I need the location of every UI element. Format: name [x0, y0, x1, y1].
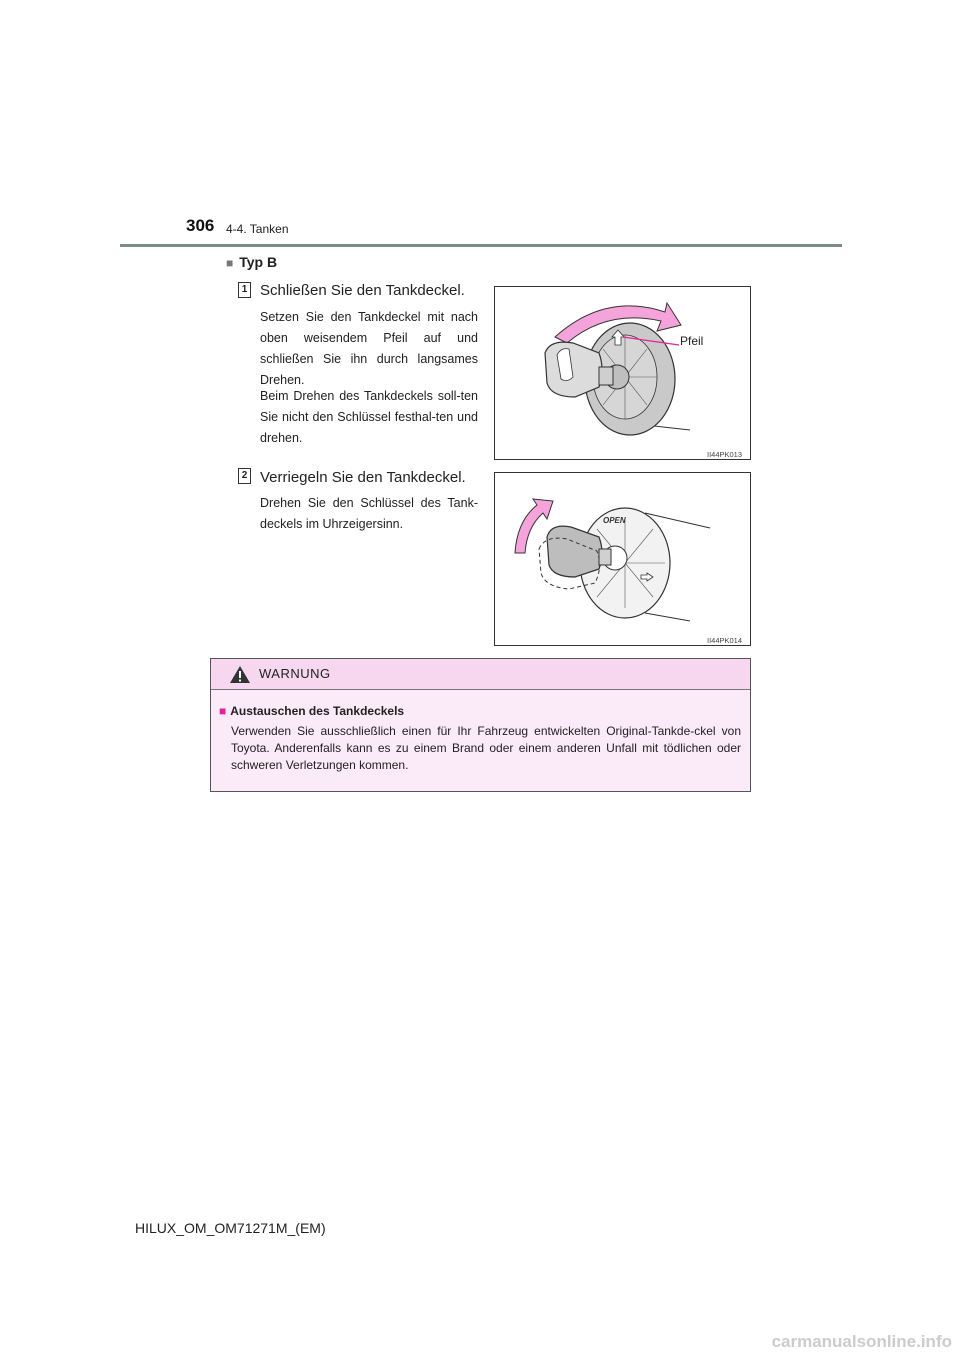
- figure-2: [494, 472, 751, 646]
- warning-text: Verwenden Sie ausschließlich einen für Ihr Fahrzeug entwickelten Original-Tankde-ckel von Toyota. Anderenfalls kann es zu einem Brand oder einem anderen Unfall mit tödlichen oder schweren Verletzungen kommen.: [231, 724, 741, 772]
- warning-heading: [219, 704, 404, 718]
- page-number: 306: [186, 216, 215, 235]
- warning-heading-label: Austauschen des Tankdeckels: [230, 704, 405, 718]
- figure-1-code: II44PK013: [707, 450, 743, 459]
- type-heading: [226, 254, 277, 270]
- step-2-title: Verriegeln Sie den Tankdeckel.: [260, 469, 466, 486]
- footer-document-id: HILUX_OM_OM71271M_(EM): [135, 1220, 326, 1236]
- fuel-cap-lock-illustration: [495, 473, 750, 645]
- step-1-title: Schließen Sie den Tankdeckel.: [260, 282, 465, 299]
- warning-body: [211, 690, 750, 791]
- warning-label: WARNUNG: [259, 666, 331, 681]
- fuel-cap-close-illustration: [495, 287, 750, 459]
- type-heading-label: Typ B: [239, 254, 278, 270]
- warning-triangle-icon: [229, 665, 251, 684]
- warning-header: [211, 659, 750, 690]
- step-badge-1: 1: [238, 282, 251, 298]
- step-1-text-2: Beim Drehen des Tankdeckels soll-ten Sie nicht den Schlüssel festhal-ten und drehen.: [260, 389, 478, 445]
- square-bullet-icon: ■: [219, 704, 227, 718]
- header-divider: [120, 244, 842, 247]
- step-badge-2: 2: [238, 468, 251, 484]
- section-title: 4-4. Tanken: [226, 222, 289, 236]
- figure-2-code: II44PK014: [707, 636, 743, 645]
- warning-box: [210, 658, 751, 792]
- figure-1: [494, 286, 751, 460]
- watermark: carmanualsonline.info: [771, 1332, 952, 1351]
- figure-1-callout: Pfeil: [680, 334, 704, 348]
- square-bullet-icon: ■: [226, 256, 234, 270]
- step-1-text-1: Setzen Sie den Tankdeckel mit nach oben weisendem Pfeil auf und schließen Sie ihn durch langsames Drehen.: [260, 310, 478, 387]
- figure-2-cap-text: OPEN: [603, 516, 626, 525]
- key-icon: [545, 342, 602, 397]
- step-2-text-1: Drehen Sie den Schlüssel des Tank-deckels im Uhrzeigersinn.: [260, 496, 478, 531]
